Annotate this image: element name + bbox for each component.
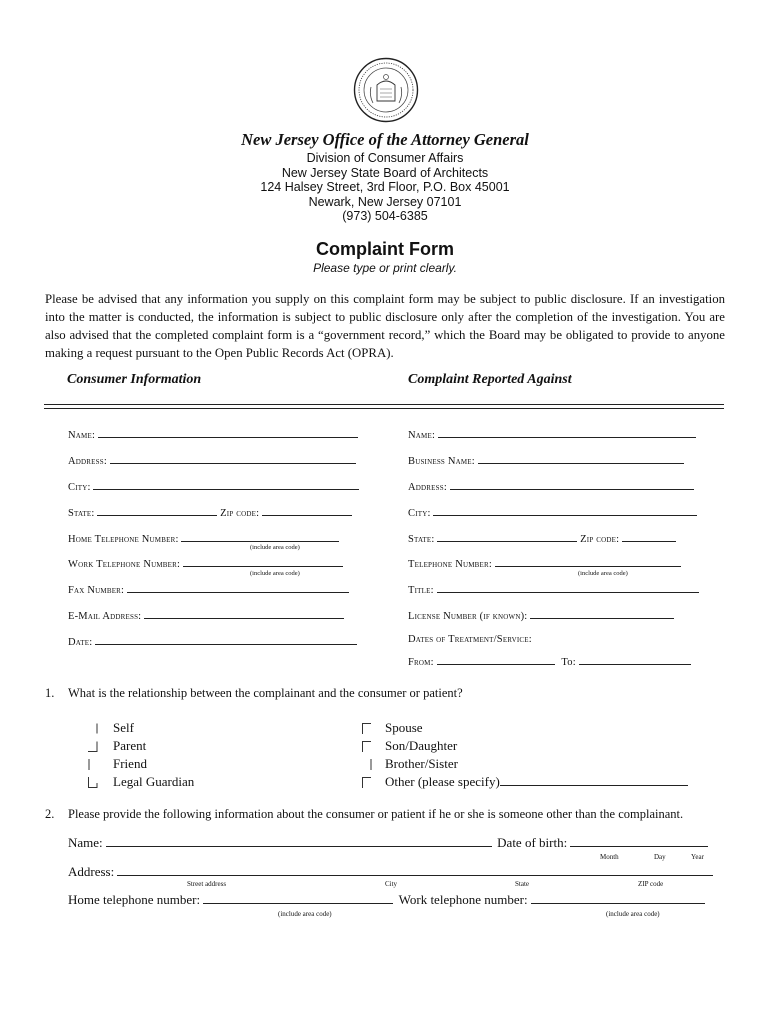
entry-line[interactable] [500,775,688,786]
consumer-name-field[interactable] [68,427,358,441]
entry-line[interactable] [433,505,697,516]
form-subtitle: Please type or print clearly. [313,261,457,275]
section-divider [44,408,724,409]
consumer-address-field[interactable] [68,453,356,467]
against-license-field[interactable] [408,608,674,622]
entry-line[interactable] [437,531,577,542]
field-label: Name: [68,835,103,850]
field-label: Home Telephone Number: [68,534,179,545]
field-label: Fax Number: [68,585,125,596]
entry-line[interactable] [181,531,339,542]
consumer-date-field[interactable] [68,634,357,648]
area-code-hint: (include area code) [606,910,660,918]
against-dates-label [408,634,532,645]
entry-line[interactable] [495,556,681,567]
field-label: Name: [68,430,96,441]
address-line: Division of Consumer Affairs [306,151,464,165]
field-label: Address: [408,482,447,493]
entry-line[interactable] [106,836,492,847]
area-code-hint: (include area code) [250,544,300,551]
section-divider [44,404,724,405]
entry-line[interactable] [262,505,352,516]
against-city-field[interactable] [408,505,697,519]
entry-line[interactable] [117,865,713,876]
consumer-email-field[interactable] [68,608,344,622]
disclosure-notice: Please be advised that any information you supply on this complaint form may be subject to public disclosure. If an investigation into the matter is conducted, the information is subject to public disclosure only after the completion of the investigation. You are also advised that the completed complaint form is a “government record,” which the Board may be obligated to provide to anyone making a request pursuant to the Open Public Records Act (OPRA). [45,292,725,360]
field-label: Business Name: [408,456,475,467]
field-label: Work telephone number: [398,892,528,907]
other-specify-field[interactable] [385,774,688,790]
parent-checkbox[interactable] [88,741,98,752]
field-label: Zip code: [220,508,260,519]
entry-line[interactable] [93,479,359,490]
patient-phones-field[interactable] [68,892,705,908]
entry-line[interactable] [98,427,358,438]
against-dates-field[interactable] [408,654,691,668]
option-label: Son/Daughter [385,738,458,753]
patient-address-field[interactable] [68,864,713,880]
entry-line[interactable] [437,582,699,593]
consumer-home-phone-field[interactable] [68,531,339,545]
option-label: Self [113,720,134,735]
entry-line[interactable] [450,479,694,490]
field-label: State: [408,534,435,545]
consumer-city-field[interactable] [68,479,359,493]
entry-line[interactable] [438,427,696,438]
son-daughter-checkbox[interactable] [362,741,372,752]
address-line: 124 Halsey Street, 3rd Floor, P.O. Box 45001 [260,180,510,194]
against-business-name-field[interactable] [408,453,684,467]
field-label: Home telephone number: [68,892,201,907]
entry-line[interactable] [531,893,705,904]
dob-hint: Month [600,853,619,861]
against-title-field[interactable] [408,582,699,596]
question-1-number: 1. [45,686,55,700]
agency-address [0,151,770,224]
against-state-zip-field[interactable] [408,531,676,545]
entry-line[interactable] [95,634,357,645]
field-label: Dates of Treatment/Service: [408,634,532,645]
dob-hint: Year [691,853,704,861]
address-line: New Jersey State Board of Architects [281,165,489,180]
legal-guardian-checkbox[interactable] [88,777,98,788]
question-2-text: Please provide the following information about the consumer or patient if he or she is someone other than the complainant. [68,807,684,821]
field-label: Zip code: [580,534,620,545]
entry-line[interactable] [127,582,349,593]
field-label: City: [68,482,91,493]
against-name-field[interactable] [408,427,696,441]
entry-line[interactable] [622,531,676,542]
agency-name: New Jersey Office of the Attorney General [241,130,529,149]
form-title: Complaint Form [316,239,454,259]
option-label: Legal Guardian [113,774,195,789]
field-label: City: [408,508,431,519]
question-1-text: What is the relationship between the complainant and the consumer or patient? [68,686,463,700]
consumer-state-zip-field[interactable] [68,505,352,519]
against-section-heading: Complaint Reported Against [408,372,572,387]
consumer-section-heading: Consumer Information [67,372,202,387]
entry-line[interactable] [110,453,356,464]
field-label: From: [408,657,434,668]
entry-line[interactable] [579,654,691,665]
field-label: Telephone Number: [408,559,492,570]
option-label: Parent [113,738,147,753]
area-code-hint: (include area code) [278,910,332,918]
entry-line[interactable] [478,453,684,464]
field-label: License Number (if known): [408,611,528,622]
entry-line[interactable] [530,608,674,619]
area-code-hint: (include area code) [578,570,628,577]
consumer-fax-field[interactable] [68,582,349,596]
address-line: (973) 504-6385 [342,209,428,223]
state-seal [353,57,419,123]
address-line: Newark, New Jersey 07101 [308,194,462,209]
consumer-work-phone-field[interactable] [68,556,343,570]
question-2-number: 2. [45,807,55,821]
address-hint: State [515,880,529,888]
field-label: Address: [68,456,107,467]
entry-line[interactable] [203,893,393,904]
spouse-checkbox[interactable] [362,723,372,734]
dob-hint: Day [654,853,666,861]
address-hint: Street address [187,880,227,888]
entry-line[interactable] [97,505,217,516]
field-label: Date: [68,637,93,648]
field-label: Date of birth: [497,835,568,850]
entry-line[interactable] [144,608,344,619]
self-checkbox[interactable] [88,723,98,734]
entry-line[interactable] [570,836,708,847]
field-label: Title: [408,585,434,596]
against-address-field[interactable] [408,479,694,493]
option-label: Spouse [385,720,423,735]
field-label: E-Mail Address: [68,611,142,622]
entry-line[interactable] [183,556,343,567]
field-label: Name: [408,430,436,441]
area-code-hint: (include area code) [250,570,300,577]
against-phone-field[interactable] [408,556,681,570]
field-label: Work Telephone Number: [68,559,181,570]
field-label: Address: [68,864,115,879]
field-label: To: [561,657,576,668]
address-hint: City [385,880,398,888]
friend-checkbox[interactable] [88,759,98,770]
other-checkbox[interactable] [362,777,372,788]
field-label: State: [68,508,95,519]
option-label: Other (please specify) [385,774,500,789]
option-label: Friend [113,756,147,771]
patient-name-field[interactable] [68,835,708,851]
brother-sister-checkbox[interactable] [362,759,372,770]
option-label: Brother/Sister [385,756,458,771]
entry-line[interactable] [437,654,555,665]
address-hint: ZIP code [638,880,664,888]
